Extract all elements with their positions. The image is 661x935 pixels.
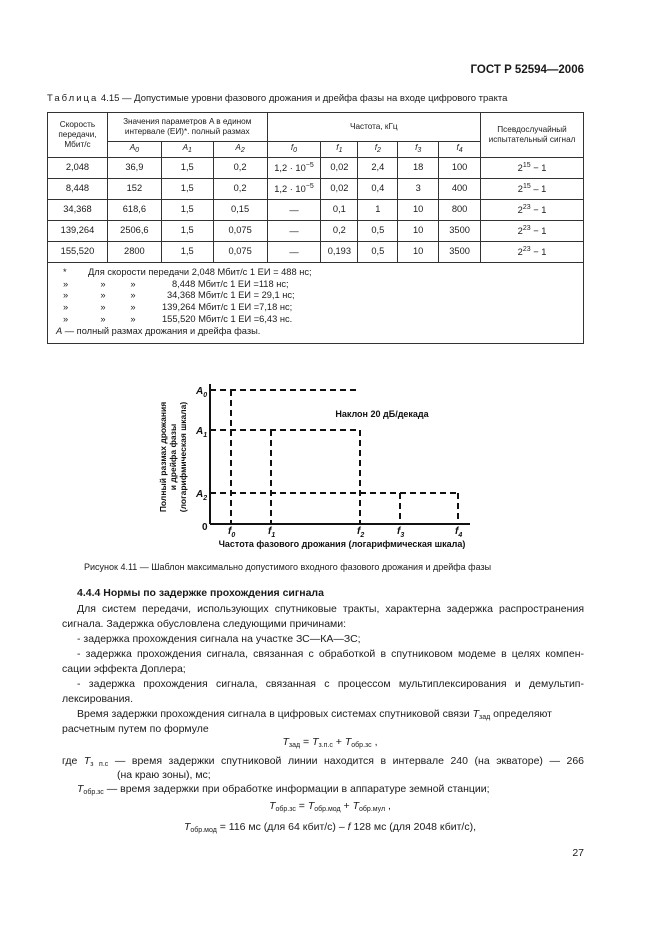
paragraph-2-line-1: Время задержки прохождения сигнала в цифровых системах спутниковой связи $T_{зад}$ определяют: [77, 708, 552, 721]
formula-t-obr-zs: $T_{обр.зс} = T_{обр.мод} + T_{обр.мул}$ ,: [269, 800, 391, 813]
y-tick-a2: $A_2$: [196, 489, 208, 502]
y-axis-label-1: Полный размах дрожания: [158, 401, 168, 513]
bullet-1: - задержка прохождения сигнала на участке ЗС—КА—ЗС;: [77, 633, 361, 645]
subheader-a1: $A_1$: [161, 142, 213, 158]
note-line: » » » 139,264 Мбит/с 1 ЕИ =7,18 нс;: [63, 302, 293, 313]
bullet-3-line-1: - задержка прохождения сигнала, связанная с процессом мультиплексирования и демультип-: [77, 678, 584, 690]
note-a: A — полный размах дрожания и дрейфа фазы.: [56, 325, 261, 336]
subheader-a2: $A_2$: [213, 142, 267, 158]
paragraph-1-line-1: Для систем передачи, использующих спутниковые тракты, характерна задержка распространения: [77, 603, 584, 615]
table-caption-label: Таблица: [47, 93, 99, 104]
x-tick-f0: $f_0$: [228, 526, 236, 539]
note-line: * Для скорости передачи 2,048 Мбит/с 1 ЕИ = 488 нс;: [63, 267, 312, 277]
page-number: 27: [572, 847, 584, 859]
subheader-f3: $f_3$: [398, 142, 439, 158]
note-line: » » » 8,448 Мбит/с 1 ЕИ =118 нс;: [63, 278, 289, 289]
table-row: 139,264 2506,6 1,5 0,075 — 0,2 0,5 10 3500 $2^{23} - 1$: [48, 221, 584, 242]
bullet-2-line-1: - задержка прохождения сигнала, связанная с обработкой в спутниковом модеме в целях компен-: [77, 648, 584, 660]
subheader-a0: $A_0$: [107, 142, 161, 158]
where-line-1: где $T_{з п.с}$ — время задержки спутниковой линии находится в интервале 240 (на экваторе) — 266: [62, 755, 585, 768]
y-axis-label-3: (логарифмическая шкала): [178, 401, 188, 513]
header-params: [107, 113, 267, 142]
where-line-3: $T_{обр.зс}$ — время задержки при обработке информации в аппаратуре земной станции;: [77, 783, 490, 796]
where-line-2: (на краю зоны), мс;: [117, 769, 211, 781]
header-params-text: Значения параметров A в едином интервале (ЕИ)*. полный размах: [123, 117, 252, 136]
y-tick-a1: $A_1$: [196, 426, 208, 439]
header-freq: Частота, кГц: [267, 113, 481, 142]
header-rate: Скорость передачи, Мбит/с: [48, 113, 108, 158]
paragraph-1-line-2: сигнала. Задержка обусловлена следующими причинами:: [62, 618, 347, 630]
x-axis-label: Частота фазового дрожания (логарифмическая шкала): [218, 539, 466, 549]
bullet-2-line-2: сации эффекта Доплера;: [62, 663, 186, 675]
section-heading: 4.4.4 Нормы по задержке прохождения сигнала: [77, 587, 324, 599]
subheader-f0: $f_0$: [267, 142, 321, 158]
note-line: » » » 155,520 Мбит/с 1 ЕИ =6,43 нс.: [63, 313, 293, 324]
header-pseudo: Псевдослучайный испытательный сигнал: [481, 113, 584, 158]
note-line: » » » 34,368 Мбит/с 1 ЕИ = 29,1 нс;: [63, 290, 295, 301]
origin-label: 0: [202, 522, 208, 533]
figure-caption: Рисунок 4.11 — Шаблон максимально допустимого входного фазового дрожания и дрейфа фазы: [84, 562, 492, 572]
y-tick-a0: $A_0$: [196, 386, 208, 399]
formula-t-obr-mod: $T_{обр.мод} = 116$ мс (для 64 кбит/с) – f 128 мс (для 2048 кбит/с),: [183, 821, 476, 834]
x-tick-f4: $f_4$: [455, 526, 463, 539]
table-row: 2,048 36,9 1,5 0,2 $1,2 \cdot 10^{-5}$ 0,02 2,4 18 100 $2^{15} - 1$: [48, 158, 584, 179]
table-row: 155,520 2800 1,5 0,075 — 0,193 0,5 10 3500 $2^{23} - 1$: [48, 242, 584, 263]
table-caption: [47, 93, 507, 104]
subheader-f1: $f_1$: [321, 142, 358, 158]
slope-label: Наклон 20 дБ/декада: [335, 409, 429, 419]
formula-t-zad: $T_{зад} = T_{з.п.с} + T_{обр.зс}$ ,: [282, 736, 378, 749]
table-caption-text: 4.15 — Допустимые уровни фазового дрожания и дрейфа фазы на входе цифрового тракта: [100, 93, 508, 104]
document-header: ГОСТ Р 52594—2006: [470, 64, 584, 76]
table-notes: [48, 263, 584, 344]
x-tick-f2: $f_2$: [357, 526, 365, 539]
subheader-f4: $f_4$: [439, 142, 481, 158]
jitter-mask-figure: [150, 372, 480, 552]
jitter-table: [47, 112, 584, 344]
y-axis-label-2: и дрейфа фазы: [168, 423, 178, 491]
bullet-3-line-2: лексирования.: [62, 693, 134, 705]
table-row: 8,448 152 1,5 0,2 $1,2 \cdot 10^{-5}$ 0,02 0,4 3 400 $2^{15} - 1$: [48, 179, 584, 200]
x-tick-f1: $f_1$: [268, 526, 276, 539]
x-tick-f3: $f_3$: [397, 526, 405, 539]
subheader-f2: $f_2$: [358, 142, 398, 158]
paragraph-2-line-2: расчетным путем по формуле: [62, 723, 209, 735]
table-row: 34,368 618,6 1,5 0,15 — 0,1 1 10 800 $2^{23} - 1$: [48, 200, 584, 221]
